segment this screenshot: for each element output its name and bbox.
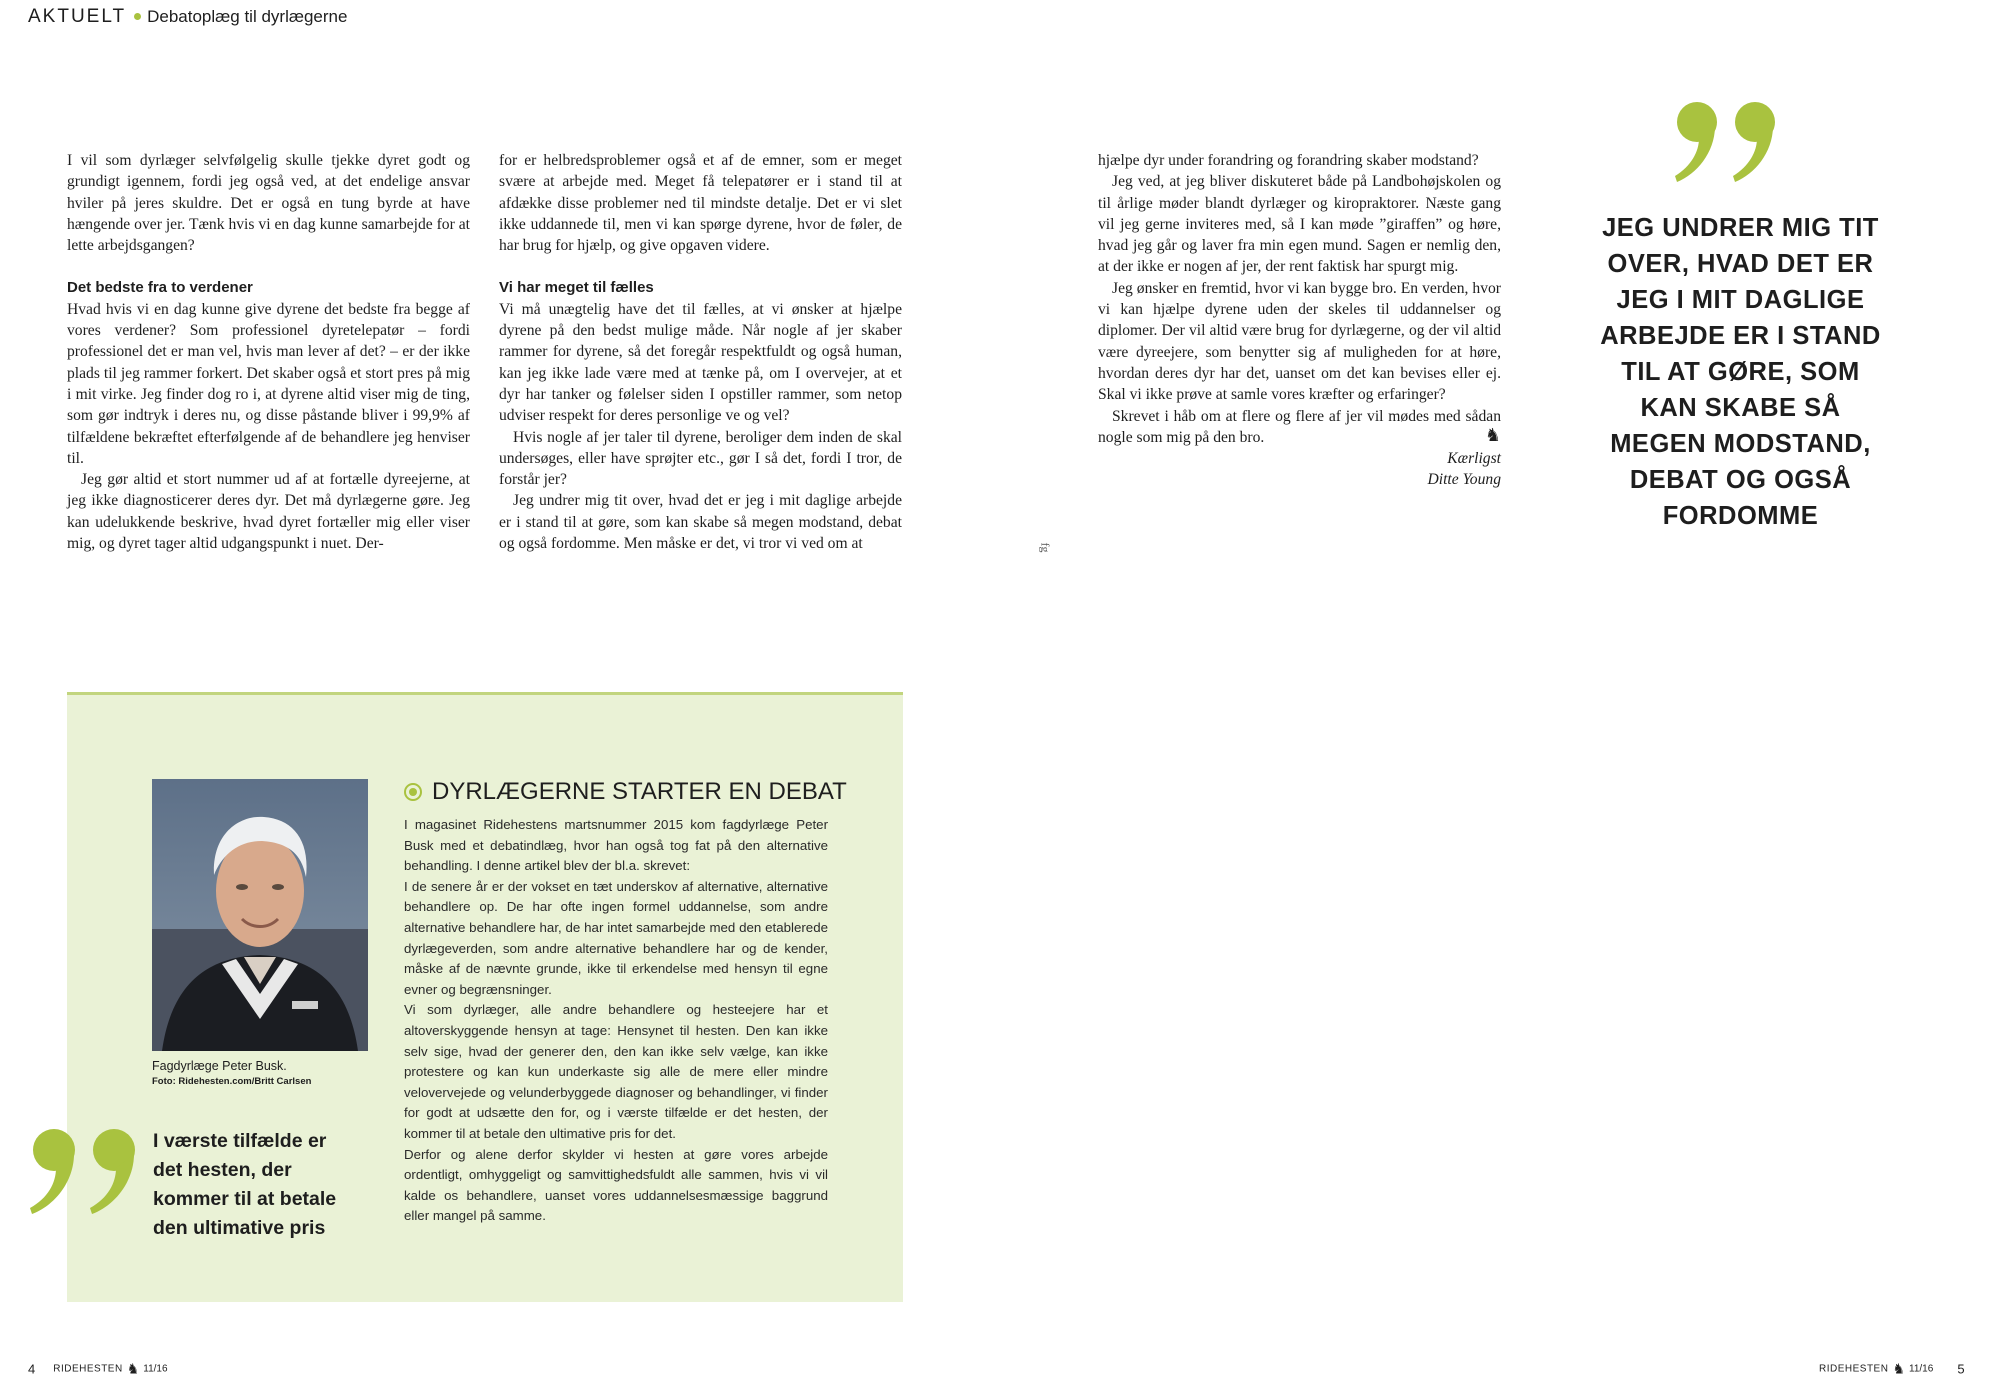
signoff-greeting: Kærligst	[1447, 450, 1501, 468]
subheading: Vi har meget til fælles	[499, 279, 654, 297]
gutter-mark: fg	[1038, 542, 1053, 553]
paragraph: Jeg gør altid et stort nummer ud af at fortælle dyreejerne, at jeg ikke diagnosticerer deres dyr. Det må dyrlægerne gøre. Jeg kan udelukkende beskrive, hvad dyret fortæller mig eller viser mig, og dyret tager altid udgangspunkt i nuet. Der-	[67, 471, 470, 553]
pull-quote: JEG UNDRER MIG TIT OVER, HVAD DET ER JEG I MIT DAGLIGE ARBEJDE ER I STAND TIL AT GØRE, SOM KAN SKABE SÅ MEGEN MODSTAND, DEBAT OG OGSÅ FORDOMME	[1600, 214, 1881, 530]
box-paragraph: Derfor og alene derfor skylder vi hesten at gøre vores arbejde ordentligt, omhyggeligt og samvittighedsfuldt alle sammen, hvis vi vil kalde os behandlere, uanset vores uddannelsesmæssige baggrund eller mangel på samme.	[404, 1146, 828, 1224]
green-dot-icon	[134, 13, 141, 20]
magazine-name: RIDEHESTEN	[1819, 1363, 1889, 1375]
box-heading-text: DYRLÆGERNE STARTER EN DEBAT	[432, 778, 847, 805]
horse-head-icon: ♞	[1484, 424, 1501, 445]
paragraph: for er helbredsproblemer også et af de emner, som er meget svære at arbejde med. Meget få telepatører er i stand til at afdække disse problemer ned til mindste detalje. Det er vi slet ikke uddannede til, men vi kan spørge dyrene, hvor de føler, de har brug for hjælp, og give opgaven videre.	[499, 152, 902, 255]
paragraph: Jeg ønsker en fremtid, hvor vi kan bygge bro. En verden, hvor vi kan hjælpe dyrene uden der skeles til uddannelser og diplomer. Der vil altid være brug for dyrlægerne, og der vil altid være dyreejere, som benytter sig af muligheden for at høre, hvordan deres dyr har det, uanset om det kan bevises eller ej. Skal vi ikke prøve at samle vores kræfter og erfaringer?	[1098, 279, 1501, 404]
portrait-photo	[152, 779, 368, 1051]
article-column-3	[1098, 150, 1501, 491]
paragraph: hjælpe dyr under forandring og forandring skaber modstand?	[1098, 152, 1479, 169]
page-number: 5	[1957, 1361, 1965, 1377]
paragraph: Vi må unægtelig have det til fælles, at vi ønsker at hjælpe dyrene på den bedst mulige måde. Når nogle af jer skaber rammer for dyrene, så det foregår respektfuldt og også human, kan jeg ikke lade være med at tænke på, om I overvejer, at et dyr har tanker og følelser siden I opstiller rammer, som netop udviser respekt for deres personlige ve og vel?	[499, 300, 902, 425]
caption-credit: Foto: Ridehesten.com/Britt Carlsen	[152, 1076, 312, 1087]
box-body	[404, 815, 828, 1227]
paragraph-text: Skrevet i håb om at flere og flere af jer vil mødes med sådan nogle som mig på den bro.	[1098, 407, 1501, 446]
paragraph	[1098, 406, 1501, 449]
box-paragraph: I magasinet Ridehestens martsnummer 2015 kom fagdyrlæge Peter Busk med et debatindlæg, hvor han også tog fat på den alternative behandling. I denne artikel blev der bl.a. skrevet:	[404, 817, 828, 874]
caption-name: Fagdyrlæge Peter Busk.	[152, 1059, 287, 1073]
green-closing-quote-icon	[30, 1128, 145, 1218]
box-heading	[404, 778, 847, 806]
paragraph: Hvad hvis vi en dag kunne give dyrene det bedste fra begge af vores verdener? Som professionel dyretelepatør – fordi professionel det er man vel, hvis man lever af det? – er der ikke plads til jeg rammer forkert. Det skaber også et stort pres på mig i mit virke. Jeg finder dog ro i, at dyrene altid viser mig de ting, som gør indtryk i deres nu, og disse påstande bliver i 99,9% af tilfældene bekræftet efterfølgende af de behandlere jeg henviser til.	[67, 300, 470, 467]
running-header	[28, 6, 347, 28]
footer-right	[1819, 1361, 1965, 1378]
green-closing-quote-icon	[1675, 100, 1785, 185]
paragraph: Jeg ved, at jeg bliver diskuteret både på Landbohøjskolen og til årlige møder blandt dyrlæger og kiropraktorer. Næste gang vil jeg gerne inviteres med, så I kan møde ”giraffen” og høre, hvad jeg går og laver fra min egen mund. Sagen er nemlig den, at der ikke er nogen af jer, der rent faktisk har spurgt mig.	[1098, 173, 1501, 276]
issue-number: 11/16	[1909, 1363, 1934, 1375]
box-pull-quote: I værste tilfælde er det hesten, der kommer til at betale den ultimative pris	[153, 1130, 337, 1239]
box-paragraph: I de senere år er der vokset en tæt underskov af alternative, alternative behandlere op. De har ofte ingen formel uddannelse, som andre alternative behandlere har, de har intet samarbejde med den etablerede dyrlægeverden, som andre alternative behandlere har og de kender, måske af de nævnte grunde, ikke til erkendelse med hensyn til egne evner og begrænsninger.	[404, 878, 828, 997]
article-column-2	[499, 150, 902, 554]
article-column-1	[67, 150, 470, 554]
subheading: Det bedste fra to verdener	[67, 279, 253, 297]
paragraph: Hvis nogle af jer taler til dyrene, beroliger dem inden de skal undersøges, eller have sprøjter etc., gør I så det, fordi I tror, de forstår jer?	[499, 428, 902, 489]
horse-head-icon: ♞	[1892, 1360, 1906, 1377]
photo-caption	[152, 1058, 311, 1089]
box-paragraph: Vi som dyrlæger, alle andre behandlere og hesteejere har et altoverskyggende hensyn at tage: Hensynet til hesten. Den kan ikke selv sige, hvad der generer den, den kan ikke selv vælge, kan ikke protestere og kan kun underkaste sig alle de mere eller mindre velovervejede og velunderbyggede diagnoser og behandlinger, vi finder for godt at udsætte den for, og i værste tilfælde er det hesten, der kommer til at betale den ultimative pris for det.	[404, 1002, 828, 1141]
paragraph: I vil som dyrlæger selvfølgelig skulle tjekke dyret godt og grundigt igennem, fordi jeg også ved, at det endelige ansvar hviler på jeres skuldre. Det er også en tung byrde at have hængende over jer. Tænk hvis vi en dag kunne samarbejde for at lette arbejdsgangen?	[67, 152, 470, 255]
paragraph: Jeg undrer mig tit over, hvad det er jeg i mit daglige arbejde er i stand til at gøre, som kan skabe så megen modstand, debat og også fordomme. Men måske er det, vi tror vi ved om at	[499, 492, 902, 553]
issue-number: 11/16	[143, 1363, 168, 1375]
green-ring-bullet-icon	[404, 783, 422, 801]
magazine-name: RIDEHESTEN	[53, 1363, 123, 1375]
signoff-author: Ditte Young	[1427, 471, 1501, 489]
topic-label: Debatoplæg til dyrlægerne	[147, 7, 348, 26]
horse-head-icon: ♞	[126, 1360, 140, 1377]
page-number: 4	[28, 1361, 36, 1377]
section-label: AKTUELT	[28, 6, 127, 27]
footer-left	[28, 1361, 168, 1378]
